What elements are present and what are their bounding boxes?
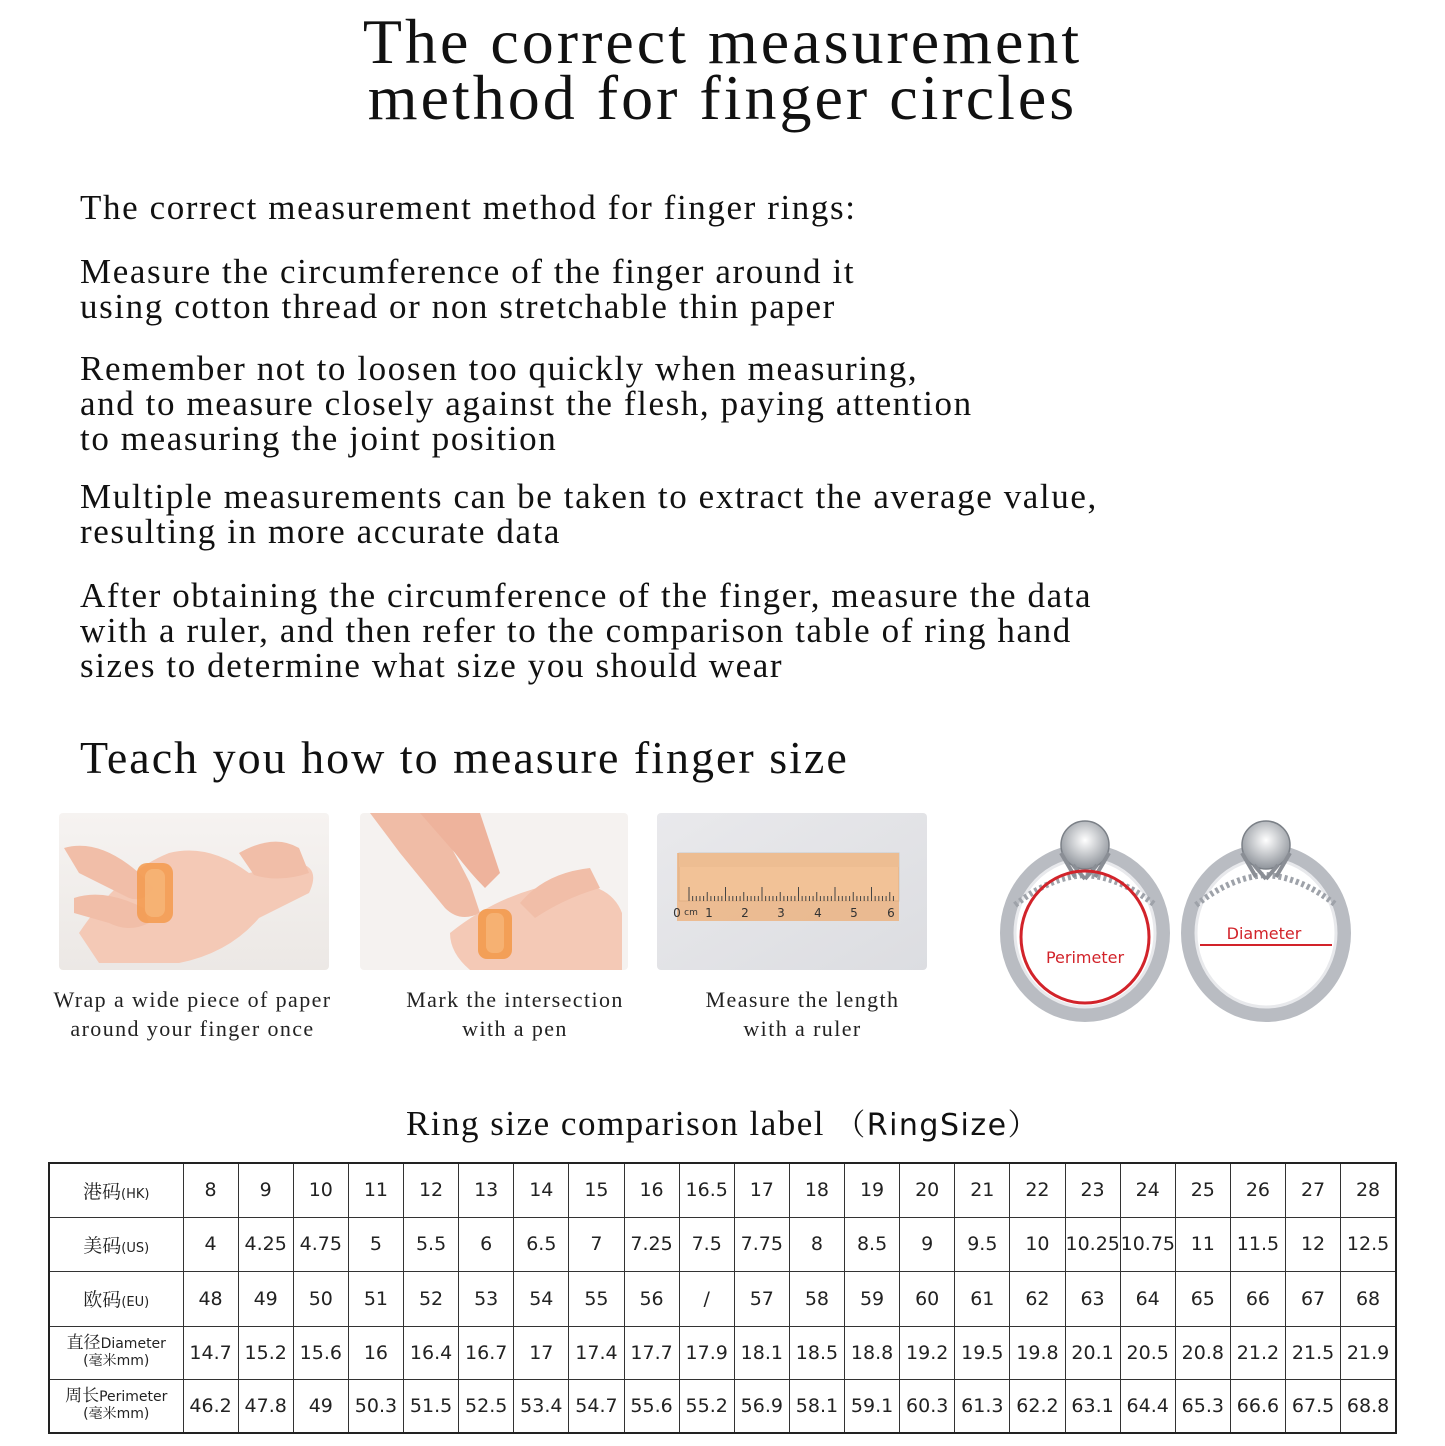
table-cell: 9 [900, 1217, 955, 1271]
page-title [0, 6, 1445, 133]
table-cell: 23 [1065, 1163, 1120, 1217]
table-cell: 16.7 [459, 1326, 514, 1379]
paragraph-3 [80, 479, 1098, 549]
table-cell: 18.8 [845, 1326, 900, 1379]
paragraph-4 [80, 578, 1092, 683]
table-cell: 60 [900, 1271, 955, 1326]
table-cell: / [679, 1271, 734, 1326]
ring-diameter-diagram [1178, 815, 1358, 1030]
paragraph-line: sizes to determine what size you should wear [80, 646, 784, 685]
ruler-tick-label: 5 [850, 906, 858, 920]
table-title-paren-text: RingSize [866, 1108, 1008, 1143]
table-cell: 55.2 [679, 1379, 734, 1433]
table-cell: 11 [348, 1163, 403, 1217]
row-header-unit: (毫米mm) [83, 1406, 150, 1423]
table-cell: 57 [734, 1271, 789, 1326]
table-cell: 9 [238, 1163, 293, 1217]
table-row [49, 1379, 1396, 1433]
table-cell: 52 [404, 1271, 459, 1326]
table-cell: 68 [1341, 1271, 1396, 1326]
table-cell: 50.3 [348, 1379, 403, 1433]
table-cell: 56 [624, 1271, 679, 1326]
table-title [0, 1102, 1445, 1148]
table-cell: 12 [1286, 1217, 1341, 1271]
table-title-text: Ring size comparison label [405, 1104, 825, 1143]
table-cell: 4.75 [293, 1217, 348, 1271]
table-cell: 49 [238, 1271, 293, 1326]
table-cell: 19 [845, 1163, 900, 1217]
table-cell: 19.5 [955, 1326, 1010, 1379]
table-cell: 8.5 [845, 1217, 900, 1271]
table-cell: 53.4 [514, 1379, 569, 1433]
table-cell: 59 [845, 1271, 900, 1326]
paragraph-line: and to measure closely against the flesh, paying attention [80, 384, 973, 423]
table-cell: 66.6 [1230, 1379, 1285, 1433]
caption-line: Mark the intersection [406, 987, 624, 1012]
table-cell: 4.25 [238, 1217, 293, 1271]
table-cell: 7.75 [734, 1217, 789, 1271]
paragraph-line: with a ruler, and then refer to the comparison table of ring hand [80, 611, 1072, 650]
page-title-line-1: The correct measurement [362, 6, 1083, 77]
ruler-tick-label: 2 [741, 906, 749, 920]
caption-line: Wrap a wide piece of paper [53, 987, 332, 1012]
table-cell: 18.5 [789, 1326, 844, 1379]
table-cell: 62 [1010, 1271, 1065, 1326]
row-header [49, 1326, 183, 1379]
ruler-tick-label: cm [684, 908, 698, 918]
table-cell: 17.4 [569, 1326, 624, 1379]
table-row [49, 1271, 1396, 1326]
table-cell: 4 [183, 1217, 238, 1271]
row-header-en: (HK) [121, 1186, 150, 1202]
table-cell: 21 [955, 1163, 1010, 1217]
table-cell: 49 [293, 1379, 348, 1433]
table-cell: 20 [900, 1163, 955, 1217]
table-cell: 24 [1120, 1163, 1175, 1217]
row-header-line [50, 1335, 183, 1353]
table-cell: 13 [459, 1163, 514, 1217]
table-cell: 20.8 [1175, 1326, 1230, 1379]
row-header [49, 1217, 183, 1271]
row-header [49, 1163, 183, 1217]
table-row [49, 1163, 1396, 1217]
table-cell: 16 [624, 1163, 679, 1217]
table-cell: 7 [569, 1217, 624, 1271]
table-cell: 10.75 [1120, 1217, 1175, 1271]
table-cell: 18 [789, 1163, 844, 1217]
table-cell: 68.8 [1341, 1379, 1396, 1433]
table-cell: 28 [1341, 1163, 1396, 1217]
paragraph-1 [80, 254, 855, 324]
diameter-label: Diameter [1226, 924, 1302, 943]
table-cell: 20.1 [1065, 1326, 1120, 1379]
row-header [49, 1379, 183, 1433]
table-cell: 8 [183, 1163, 238, 1217]
paragraph-line: to measuring the joint position [80, 419, 558, 458]
ruler-tick-label: 4 [814, 906, 822, 920]
table-cell: 16.4 [404, 1326, 459, 1379]
table-title-paren-close: ） [1007, 1108, 1040, 1143]
table-cell: 5 [348, 1217, 403, 1271]
table-row [49, 1326, 1396, 1379]
table-cell: 10.25 [1065, 1217, 1120, 1271]
row-header-en: Perimeter [99, 1389, 168, 1406]
table-cell: 25 [1175, 1163, 1230, 1217]
table-cell: 7.25 [624, 1217, 679, 1271]
row-header-en: Diameter [100, 1336, 166, 1352]
row-header-cn: 直径 [66, 1333, 101, 1353]
page-title-line-2: method for finger circles [367, 62, 1078, 133]
table-cell: 20.5 [1120, 1326, 1175, 1379]
table-cell: 9.5 [955, 1217, 1010, 1271]
table-cell: 12.5 [1341, 1217, 1396, 1271]
table-cell: 50 [293, 1271, 348, 1326]
table-cell: 6 [459, 1217, 514, 1271]
table-cell: 62.2 [1010, 1379, 1065, 1433]
row-header-cn: 欧码 [83, 1289, 122, 1311]
table-title-paren-open: （ [835, 1108, 867, 1143]
table-cell: 19.8 [1010, 1326, 1065, 1379]
table-cell: 5.5 [404, 1217, 459, 1271]
row-header-en: (US) [121, 1240, 150, 1256]
step-2-caption [380, 985, 650, 1043]
row-header-cn: 周长 [65, 1386, 100, 1407]
table-cell: 48 [183, 1271, 238, 1326]
table-cell: 55.6 [624, 1379, 679, 1433]
table-cell: 26 [1230, 1163, 1285, 1217]
table-cell: 53 [459, 1271, 514, 1326]
table-cell: 16 [348, 1326, 403, 1379]
table-cell: 27 [1286, 1163, 1341, 1217]
table-cell: 65 [1175, 1271, 1230, 1326]
table-cell: 21.2 [1230, 1326, 1285, 1379]
table-cell: 60.3 [900, 1379, 955, 1433]
hand-mark-illustration [360, 813, 628, 970]
table-cell: 59.1 [845, 1379, 900, 1433]
table-cell: 17.9 [679, 1326, 734, 1379]
intro-line: The correct measurement method for finger rings: [80, 188, 857, 227]
row-header-en: (EU) [121, 1295, 150, 1310]
ruler-tick-label: 6 [887, 906, 895, 920]
table-cell: 15.2 [238, 1326, 293, 1379]
caption-line: Measure the length [705, 987, 900, 1012]
row-header-line [50, 1388, 183, 1406]
table-cell: 58.1 [789, 1379, 844, 1433]
step-3-caption [670, 985, 935, 1043]
table-cell: 16.5 [679, 1163, 734, 1217]
table-cell: 67 [1286, 1271, 1341, 1326]
ruler-tick-label: 0 [673, 906, 681, 920]
table-cell: 54.7 [569, 1379, 624, 1433]
table-cell: 63.1 [1065, 1379, 1120, 1433]
table-cell: 14.7 [183, 1326, 238, 1379]
table-cell: 19.2 [900, 1326, 955, 1379]
table-cell: 14 [514, 1163, 569, 1217]
table-cell: 6.5 [514, 1217, 569, 1271]
ruler-illustration [657, 813, 927, 970]
caption-line: with a pen [462, 1016, 568, 1041]
table-cell: 8 [789, 1217, 844, 1271]
caption-line: around your finger once [70, 1016, 315, 1041]
perimeter-label: Perimeter [1045, 948, 1125, 967]
table-cell: 65.3 [1175, 1379, 1230, 1433]
table-row [49, 1217, 1396, 1271]
intro-text [80, 190, 857, 225]
table-cell: 64 [1120, 1271, 1175, 1326]
table-cell: 18.1 [734, 1326, 789, 1379]
table-cell: 51 [348, 1271, 403, 1326]
table-cell: 11 [1175, 1217, 1230, 1271]
table-cell: 11.5 [1230, 1217, 1285, 1271]
table-cell: 17 [514, 1326, 569, 1379]
table-cell: 47.8 [238, 1379, 293, 1433]
table-cell: 58 [789, 1271, 844, 1326]
step-1-caption [30, 985, 355, 1043]
table-cell: 61 [955, 1271, 1010, 1326]
table-cell: 10 [1010, 1217, 1065, 1271]
table-cell: 12 [404, 1163, 459, 1217]
row-header-cn: 美码 [83, 1234, 122, 1257]
table-cell: 7.5 [679, 1217, 734, 1271]
table-cell: 15 [569, 1163, 624, 1217]
table-cell: 67.5 [1286, 1379, 1341, 1433]
paragraph-line: Remember not to loosen too quickly when measuring, [80, 349, 919, 388]
paragraph-2 [80, 351, 973, 456]
table-cell: 54 [514, 1271, 569, 1326]
paragraph-line: Multiple measurements can be taken to extract the average value, [80, 477, 1098, 516]
table-cell: 22 [1010, 1163, 1065, 1217]
caption-line: with a ruler [743, 1016, 862, 1041]
table-cell: 64.4 [1120, 1379, 1175, 1433]
table-cell: 17.7 [624, 1326, 679, 1379]
table-cell: 17 [734, 1163, 789, 1217]
table-cell: 21.9 [1341, 1326, 1396, 1379]
ruler-tick-label: 1 [705, 906, 713, 920]
row-header [49, 1271, 183, 1326]
table-cell: 61.3 [955, 1379, 1010, 1433]
row-header-unit: (毫米mm) [83, 1353, 150, 1369]
ruler-tick-label: 3 [777, 906, 785, 920]
step-3-photo [657, 813, 927, 970]
row-header-cn: 港码 [83, 1180, 122, 1203]
paragraph-line: using cotton thread or non stretchable thin paper [80, 287, 836, 326]
table-cell: 51.5 [404, 1379, 459, 1433]
step-2-photo [360, 813, 628, 970]
table-cell: 46.2 [183, 1379, 238, 1433]
ring-diameter-icon [1178, 815, 1358, 1030]
table-cell: 63 [1065, 1271, 1120, 1326]
step-1-photo [59, 813, 329, 970]
ring-perimeter-diagram [995, 815, 1175, 1030]
ring-size-table [48, 1162, 1397, 1434]
ring-size-table-body [49, 1163, 1396, 1433]
table-cell: 10 [293, 1163, 348, 1217]
paragraph-line: resulting in more accurate data [80, 512, 562, 551]
table-cell: 66 [1230, 1271, 1285, 1326]
paragraph-line: After obtaining the circumference of the finger, measure the data [80, 576, 1093, 615]
table-cell: 52.5 [459, 1379, 514, 1433]
table-cell: 21.5 [1286, 1326, 1341, 1379]
section-heading: Teach you how to measure finger size [80, 732, 849, 783]
paragraph-line: Measure the circumference of the finger around it [80, 252, 856, 291]
table-cell: 55 [569, 1271, 624, 1326]
table-cell: 15.6 [293, 1326, 348, 1379]
hand-wrap-illustration [59, 813, 329, 970]
ring-perimeter-icon [995, 815, 1175, 1030]
table-cell: 56.9 [734, 1379, 789, 1433]
